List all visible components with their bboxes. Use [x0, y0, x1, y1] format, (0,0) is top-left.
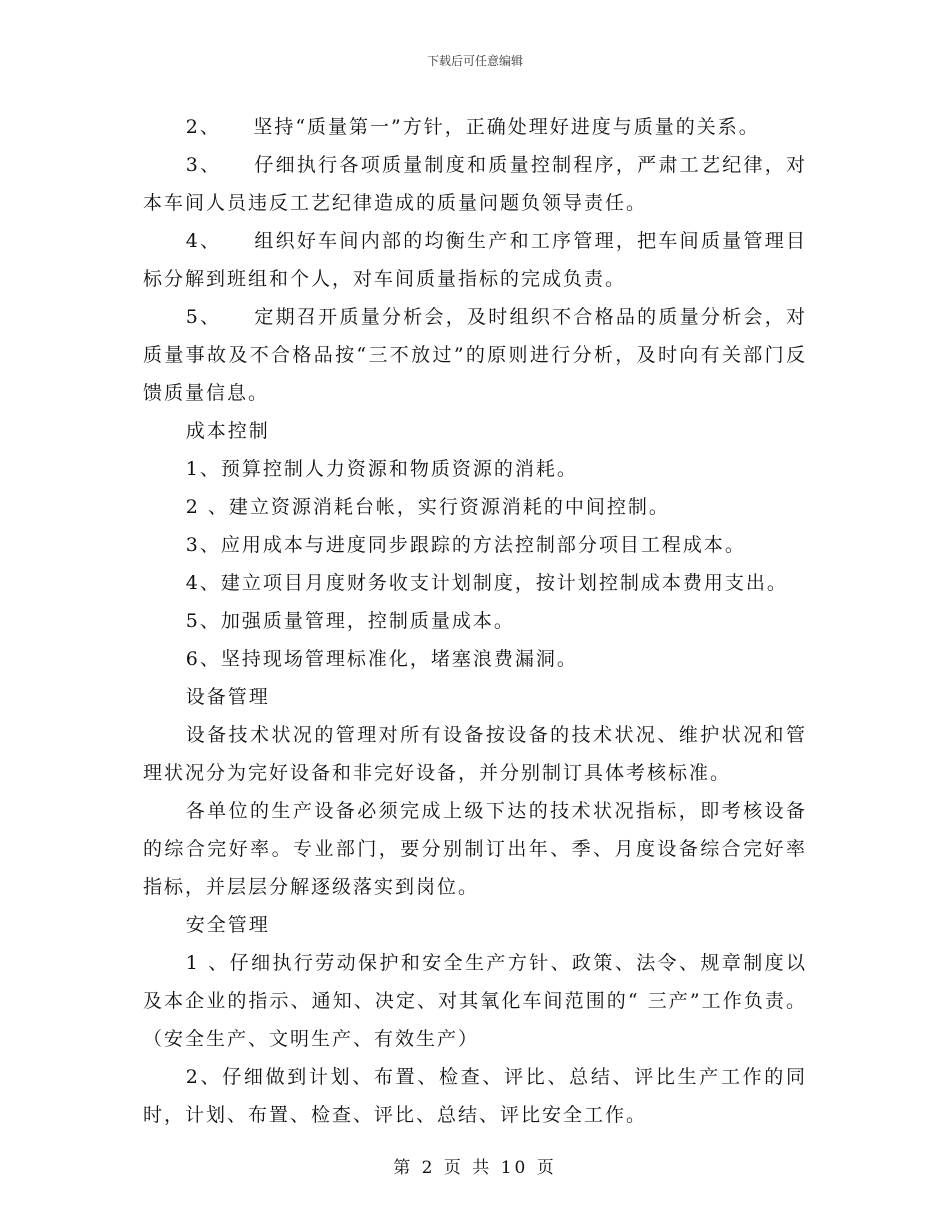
paragraph-cost-1: 1、预算控制人力资源和物质资源的消耗。	[185, 458, 578, 480]
paragraph-cost-2: 2 、建立资源消耗台帐，实行资源消耗的中间控制。	[185, 496, 670, 518]
paragraph-quality-3: 3、 仔细执行各项质量制度和质量控制程序，严肃工艺纪律，对本车间人员违反工艺纪律造成的质量问题负领导责任。	[143, 154, 807, 214]
paragraph-cost-6: 6、坚持现场管理标准化，堵塞浪费漏洞。	[185, 648, 578, 670]
paragraph-safety-1: 1 、仔细执行劳动保护和安全生产方针、政策、法令、规章制度以及本企业的指示、通知、决定、对其氧化车间范围的“ 三产”工作负责。（安全生产、文明生产、有效生产）	[143, 952, 807, 1050]
paragraph-quality-4: 4、 组织好车间内部的均衡生产和工序管理，把车间质量管理目标分解到班组和个人，对车间质量指标的完成负责。	[143, 230, 807, 290]
paragraph-safety-2: 2、仔细做到计划、布置、检查、评比、总结、评比生产工作的同时，计划、布置、检查、评比、总结、评比安全工作。	[143, 1066, 807, 1126]
paragraph-cost-5: 5、加强质量管理，控制质量成本。	[185, 610, 515, 632]
page-header-note: 下载后可任意编辑	[426, 54, 523, 68]
section-heading-equipment: 设备管理	[185, 686, 270, 708]
paragraph-cost-3: 3、应用成本与进度同步跟踪的方法控制部分项目工程成本。	[185, 534, 746, 556]
paragraph-quality-5: 5、 定期召开质量分析会，及时组织不合格品的质量分析会，对质量事故及不合格品按“三不放过”的原则进行分析，及时向有关部门反馈质量信息。	[143, 306, 807, 404]
paragraph-cost-4: 4、建立项目月度财务收支计划制度，按计划控制成本费用支出。	[185, 572, 788, 594]
page-number-footer: 第 2 页 共 10 页	[393, 1158, 557, 1178]
paragraph-equipment-1: 设备技术状况的管理对所有设备按设备的技术状况、维护状况和管理状况分为完好设备和非完好设备，并分别制订具体考核标准。	[143, 724, 807, 784]
section-heading-safety: 安全管理	[185, 914, 270, 936]
paragraph-equipment-2: 各单位的生产设备必须完成上级下达的技术状况指标，即考核设备的综合完好率。专业部门，要分别制订出年、季、月度设备综合完好率指标，并层层分解逐级落实到岗位。	[143, 800, 807, 898]
document-body	[143, 108, 807, 1134]
section-heading-cost-control: 成本控制	[185, 420, 270, 442]
paragraph-quality-2: 2、 坚持“质量第一”方针，正确处理好进度与质量的关系。	[185, 116, 760, 138]
